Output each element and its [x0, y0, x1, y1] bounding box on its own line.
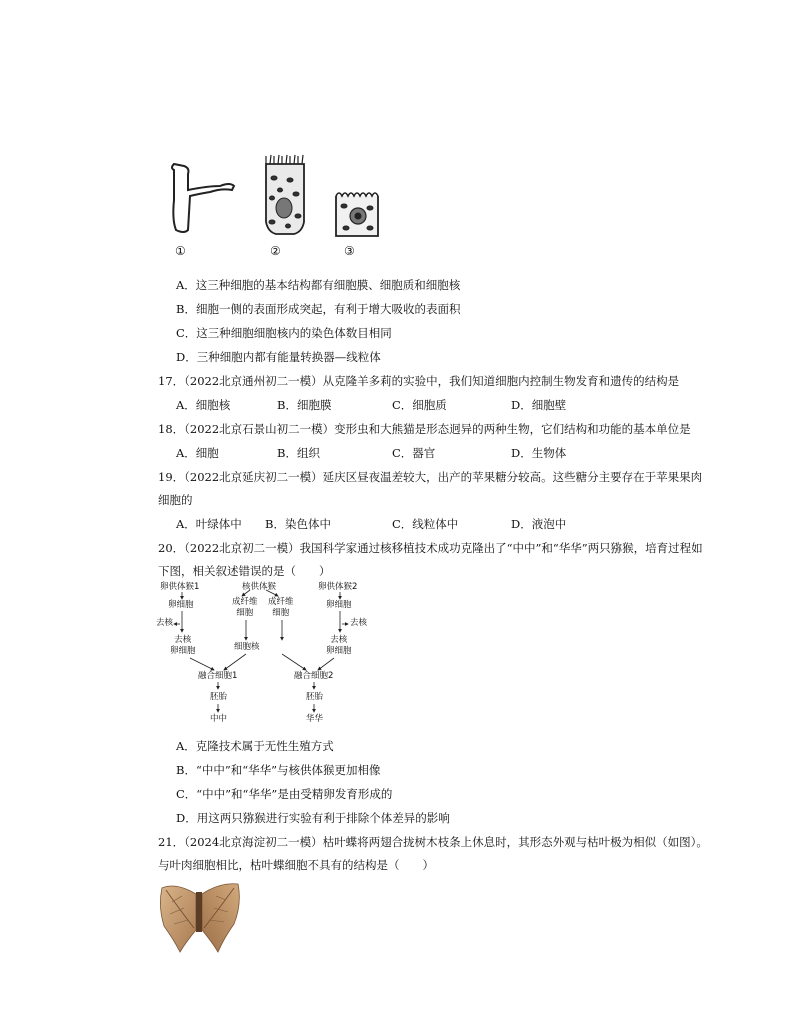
enucleated-egg-2: 去核 卵细胞 — [326, 635, 352, 656]
egg-cell-1: 卵细胞 — [168, 600, 194, 610]
egg-donor-2: 卵供体猴2 — [318, 582, 358, 592]
fused-cell-1: 融合细胞1 — [198, 671, 238, 681]
embryo-2: 胚胎 — [306, 692, 324, 702]
embryo-1: 胚胎 — [210, 692, 228, 702]
q20-option-d: D．用这两只猕猴进行实验有利于排除个体差异的影响 — [176, 811, 450, 825]
cell-figure — [160, 150, 420, 262]
q18-option-d: D．生物体 — [511, 446, 567, 460]
enucleate-label-2: 去核 — [350, 618, 368, 628]
q20-stem-line1: 20．（2022北京初二一模）我国科学家通过核移植技术成功克隆出了“中中”和“华华”两只猕猴，培育过程如 — [158, 541, 703, 555]
q17-option-d: D．细胞壁 — [511, 398, 567, 412]
cloning-flowchart — [150, 580, 390, 730]
q21-stem-line2: 与叶肉细胞相比，枯叶蝶细胞不具有的结构是（ ） — [158, 858, 434, 872]
root-hair-cell-drawing — [172, 164, 234, 232]
figure-label-1: ① — [175, 244, 186, 258]
enucleate-label-1: 去核 — [156, 618, 174, 628]
q20-stem-line2: 下图，相关叙述错误的是（ ） — [158, 564, 331, 578]
epithelial-cell-drawing — [266, 155, 304, 234]
egg-cell-2: 卵细胞 — [326, 600, 352, 610]
q20-option-c: C．“中中”和“华华”是由受精卵发育形成的 — [176, 787, 393, 801]
fibroblast-2: 成纤维 细胞 — [268, 597, 294, 618]
result-huahua: 华华 — [306, 714, 324, 724]
q17-option-c: C．细胞质 — [392, 398, 447, 412]
q16-option-c: C．这三种细胞细胞核内的染色体数目相同 — [176, 326, 392, 340]
q18-option-c: C．器官 — [392, 446, 436, 460]
nucleus: 细胞核 — [234, 642, 260, 652]
leaf-butterfly-drawing — [156, 880, 242, 954]
q17-stem: 17．（2022北京通州初二一模）从克隆羊多莉的实验中，我们知道细胞内控制生物发育和遗传的结构是 — [158, 374, 680, 388]
fibroblast-1: 成纤维 细胞 — [232, 597, 258, 618]
cell-drawings — [160, 150, 420, 262]
q21-stem-line1: 21．（2024北京海淀初二一模）枯叶蝶将两翅合拢树木枝条上休息时，其形态外观与枯叶极为相似（如图）。 — [158, 835, 708, 849]
q19-stem-line2: 细胞的 — [158, 493, 193, 507]
q16-option-d: D．三种细胞内都有能量转换器—线粒体 — [176, 350, 381, 364]
result-zhongzhong: 中中 — [210, 714, 228, 724]
q19-option-d: D．液泡中 — [511, 517, 567, 531]
q19-stem-line1: 19．（2022北京延庆初二一模）延庆区昼夜温差较大，出产的苹果糖分较高。这些糖分主要存在于苹果果肉 — [158, 470, 703, 484]
q17-option-a: A．细胞核 — [176, 398, 231, 412]
q18-option-b: B．组织 — [277, 446, 320, 460]
figure-label-3: ③ — [344, 244, 355, 258]
q17-option-b: B．细胞膜 — [277, 398, 332, 412]
fused-cell-2: 融合细胞2 — [294, 671, 334, 681]
q18-option-a: A．细胞 — [176, 446, 219, 460]
nucleus-donor: 核供体猴 — [242, 582, 277, 592]
leaf-butterfly-image — [156, 880, 242, 954]
villus-cell-drawing — [336, 193, 378, 236]
enucleated-egg-1: 去核 卵细胞 — [170, 635, 196, 656]
figure-label-2: ② — [270, 244, 281, 258]
q19-option-b: B．染色体中 — [265, 517, 331, 531]
q19-option-a: A．叶绿体中 — [176, 517, 242, 531]
q19-option-c: C．线粒体中 — [392, 517, 459, 531]
q16-option-b: B．细胞一侧的表面形成突起，有利于增大吸收的表面积 — [176, 302, 461, 316]
q16-option-a: A．这三种细胞的基本结构都有细胞膜、细胞质和细胞核 — [176, 278, 461, 292]
egg-donor-1: 卵供体猴1 — [160, 582, 200, 592]
q20-option-a: A．克隆技术属于无性生殖方式 — [176, 739, 334, 753]
q20-option-b: B．“中中”和“华华”与核供体猴更加相像 — [176, 763, 381, 777]
q18-stem: 18．（2022北京石景山初二一模）变形虫和大熊猫是形态迥异的两种生物，它们结构和功能的基本单位是 — [158, 422, 691, 436]
